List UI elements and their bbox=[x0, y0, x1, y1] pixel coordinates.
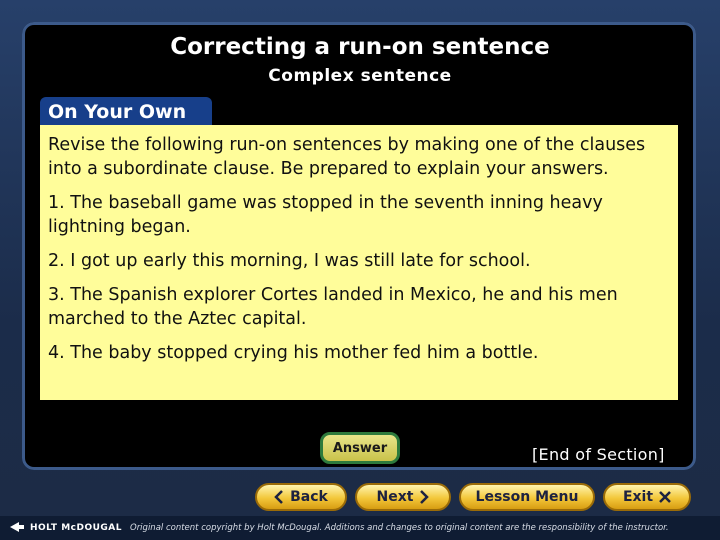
exit-label: Exit bbox=[622, 489, 654, 505]
lesson-menu-button[interactable] bbox=[459, 483, 595, 511]
instructions-text: Revise the following run-on sentences by making one of the clauses into a subordinate clause. Be prepared to explain your answers. bbox=[48, 135, 646, 179]
close-icon bbox=[659, 491, 671, 503]
footer bbox=[0, 516, 720, 540]
exit-button[interactable] bbox=[603, 483, 691, 511]
publisher-logo bbox=[0, 522, 122, 535]
next-button[interactable] bbox=[355, 483, 451, 511]
back-label: Back bbox=[290, 489, 328, 505]
exercise-box bbox=[40, 125, 678, 400]
exercise-item-4: 4. The baby stopped crying his mother fed him a bottle. bbox=[48, 343, 539, 363]
exercise-item-1: 1. The baseball game was stopped in the seventh inning heavy lightning began. bbox=[48, 193, 603, 237]
navigation-bar bbox=[255, 483, 691, 511]
exercise-item-2: 2. I got up early this morning, I was still late for school. bbox=[48, 251, 531, 271]
exercise-item-3: 3. The Spanish explorer Cortes landed in Mexico, he and his men marched to the Aztec capital. bbox=[48, 285, 618, 329]
publisher-name: HOLT McDOUGAL bbox=[30, 523, 123, 533]
next-label: Next bbox=[376, 489, 414, 505]
back-button[interactable] bbox=[255, 483, 347, 511]
page-subtitle: Complex sentence bbox=[268, 66, 452, 86]
copyright-text: Original content copyright by Holt McDougal. Additions and changes to original content are the responsibility of the instructor. bbox=[130, 523, 669, 533]
chevron-right-icon bbox=[419, 490, 429, 504]
end-of-section-link[interactable]: [End of Section] bbox=[532, 445, 665, 464]
answer-button[interactable]: Answer bbox=[320, 432, 400, 464]
chevron-left-icon bbox=[274, 490, 284, 504]
lesson-menu-label: Lesson Menu bbox=[475, 489, 579, 505]
arrow-logo-icon bbox=[10, 522, 24, 535]
page-title: Correcting a run-on sentence bbox=[170, 34, 550, 60]
on-your-own-tab: On Your Own bbox=[40, 97, 212, 129]
